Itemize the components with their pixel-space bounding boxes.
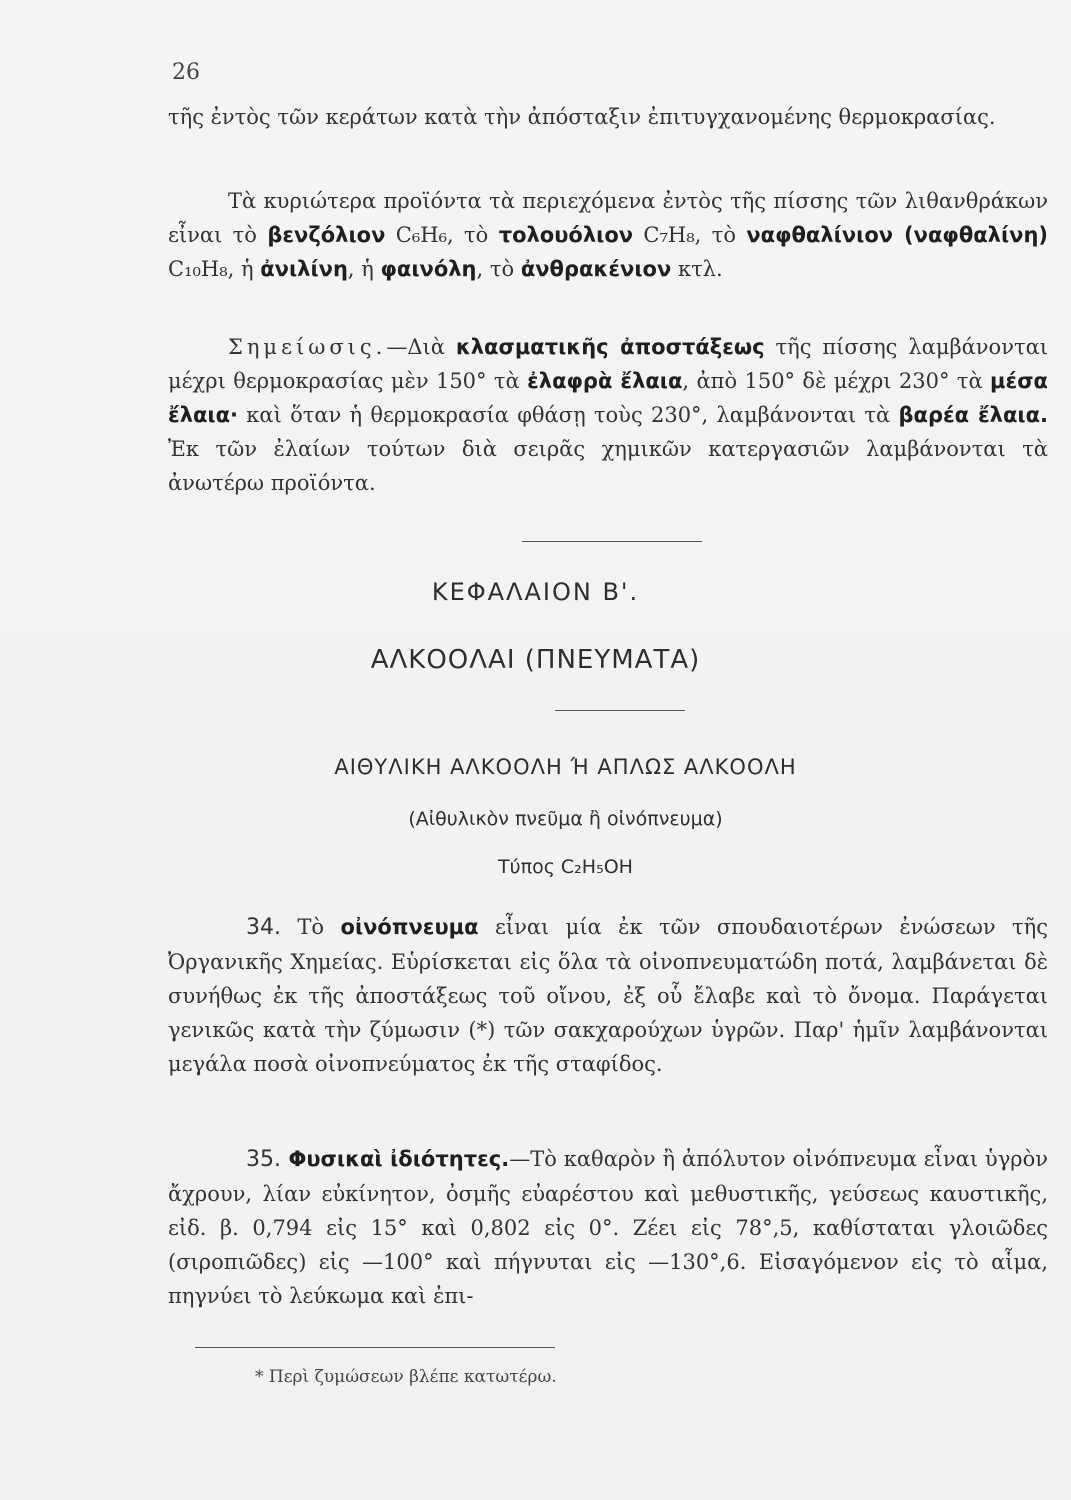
alternate-name: (Αἰθυλικὸν πνεῦμα ἢ οἰνόπνευμα) — [408, 808, 723, 830]
term-naphthalene: ναφθαλίνιον (ναφθαλίνη) — [746, 223, 1048, 247]
term-middle-oils: μέσα ἔλαια· — [168, 369, 1048, 427]
term-fractional-distillation: κλασματικῆς ἀποστάξεως — [455, 335, 765, 359]
divider-rule — [555, 710, 685, 711]
paragraph-products — [168, 184, 1048, 286]
text-run: εἶναι μία ἐκ τῶν σπουδαιοτέρων ἐνώσεων τῆς Ὀργανικῆς Χημείας. Εὑρίσκεται εἰς ὅλα τὰ οἰνοπνευματώδη ποτά, λαμβάνεται δὲ συνήθως ἐκ τῆς ἀποστάξεως τοῦ οἴνου, ἐξ οὗ ἔλαβε καὶ τὸ ὄνομα. Παράγεται γενικῶς κατὰ τὴν ζύμωσιν (*) τῶν σακχαρούχων ὑγρῶν. Παρ' ἡμῖν λαμβάνονται μεγάλα ποσὰ οἰνοπνεύματος ἐκ τῆς σταφίδος. — [168, 915, 1048, 1076]
text-run: Τὸ — [281, 915, 341, 939]
section-title: ΑΛΚΟΟΛΑΙ (ΠΝΕΥΜΑΤΑ) — [370, 645, 701, 675]
term-anthracene: ἀνθρακένιον — [520, 257, 672, 281]
term-aniline: ἀνιλίνη — [260, 257, 348, 281]
term-benzene: βενζόλιον — [267, 223, 386, 247]
term-ethanol: οἰνόπνευμα — [340, 915, 479, 939]
paragraph-number: 35. — [246, 1147, 281, 1172]
text-run: —Τὸ καθαρὸν ἢ ἀπόλυτον οἰνόπνευμα εἶναι ὑγρὸν ἄχρουν, λίαν εὐκίνητον, ὀσμῆς εὐαρέστου καὶ μεθυστικῆς, γεύσεως καυστικῆς, εἰδ. β. 0,794 εἰς 15° καὶ 0,802 εἰς 0°. Ζέει εἰς 78°,5, καθίσταται γλοιῶδες (σιροπιῶδες) εἰς —100° καὶ πήγνυται εἰς —130°,6. Εἰσαγόμενον εἰς τὸ αἷμα, πηγνύει τὸ λεύκωμα καὶ ἐπι- — [168, 1147, 1049, 1308]
term-phenol: φαινόλη — [380, 257, 477, 281]
term-toluene: τολουόλιον — [498, 223, 634, 247]
subsection-title: ΑΙΘΥΛΙΚΗ ΑΛΚΟΟΛΗ Ή ΑΠΛΩΣ ΑΛΚΟΟΛΗ — [334, 755, 797, 779]
term-heavy-oils: βαρέα ἔλαια. — [898, 403, 1048, 427]
paragraph-number: 34. — [246, 915, 281, 940]
paragraph-text: τῆς ἐντὸς τῶν κεράτων κατὰ τὴν ἀπόσταξιν ἐπιτυγχανομένης θερμοκρασίας. — [168, 105, 996, 129]
text-run: , τὸ — [476, 257, 521, 281]
text-run: Τὰ κυριώτερα προϊόντα τὰ περιεχόμενα ἐντὸς τῆς πίσσης τῶν λιθανθράκων εἶναι τὸ — [168, 189, 1048, 247]
note-label: Σημείωσις. — [228, 335, 387, 359]
paragraph-34 — [168, 910, 1048, 1081]
divider-rule — [522, 541, 702, 542]
text-run: —Διὰ — [386, 335, 456, 359]
text-run: κτλ. — [671, 257, 723, 281]
footnote-rule — [195, 1347, 555, 1348]
text-run: , ἀπὸ 150° δὲ μέχρι 230° τὰ — [682, 369, 991, 393]
page-number: 26 — [172, 60, 200, 85]
chemical-formula: Τύπος C₂H₅OH — [498, 856, 633, 878]
text-run: C₁₀H₈, ἡ — [168, 257, 261, 281]
paragraph-intro — [168, 100, 1048, 134]
text-run: C₇H₈, τὸ — [633, 223, 747, 247]
text-run: τῆς πίσσης λαμβάνονται μέχρι θερμοκρασίας μὲν 150° τὰ — [168, 335, 1048, 393]
text-run: C₆H₆, τὸ — [385, 223, 499, 247]
footnote: * Περὶ ζυμώσεων βλέπε κατωτέρω. — [255, 1367, 557, 1387]
text-run: καὶ ὅταν ἡ θερμοκρασία φθάσῃ τοὺς 230°, λαμβάνονται τὰ — [238, 403, 899, 427]
term-light-oils: ἐλαφρὰ ἔλαια — [527, 369, 683, 393]
term-physical-properties: Φυσικαὶ ἰδιότητες. — [281, 1147, 510, 1171]
text-run: Ἐκ τῶν ἐλαίων τούτων διὰ σειρᾶς χημικῶν κατεργασιῶν λαμβάνονται τὰ ἀνωτέρω προϊόντα. — [168, 437, 1048, 495]
paragraph-note — [168, 330, 1048, 500]
paragraph-35 — [168, 1142, 1048, 1313]
chapter-heading: ΚΕΦΑΛΑΙΟΝ Β'. — [431, 578, 640, 606]
text-run: , ἡ — [347, 257, 381, 281]
